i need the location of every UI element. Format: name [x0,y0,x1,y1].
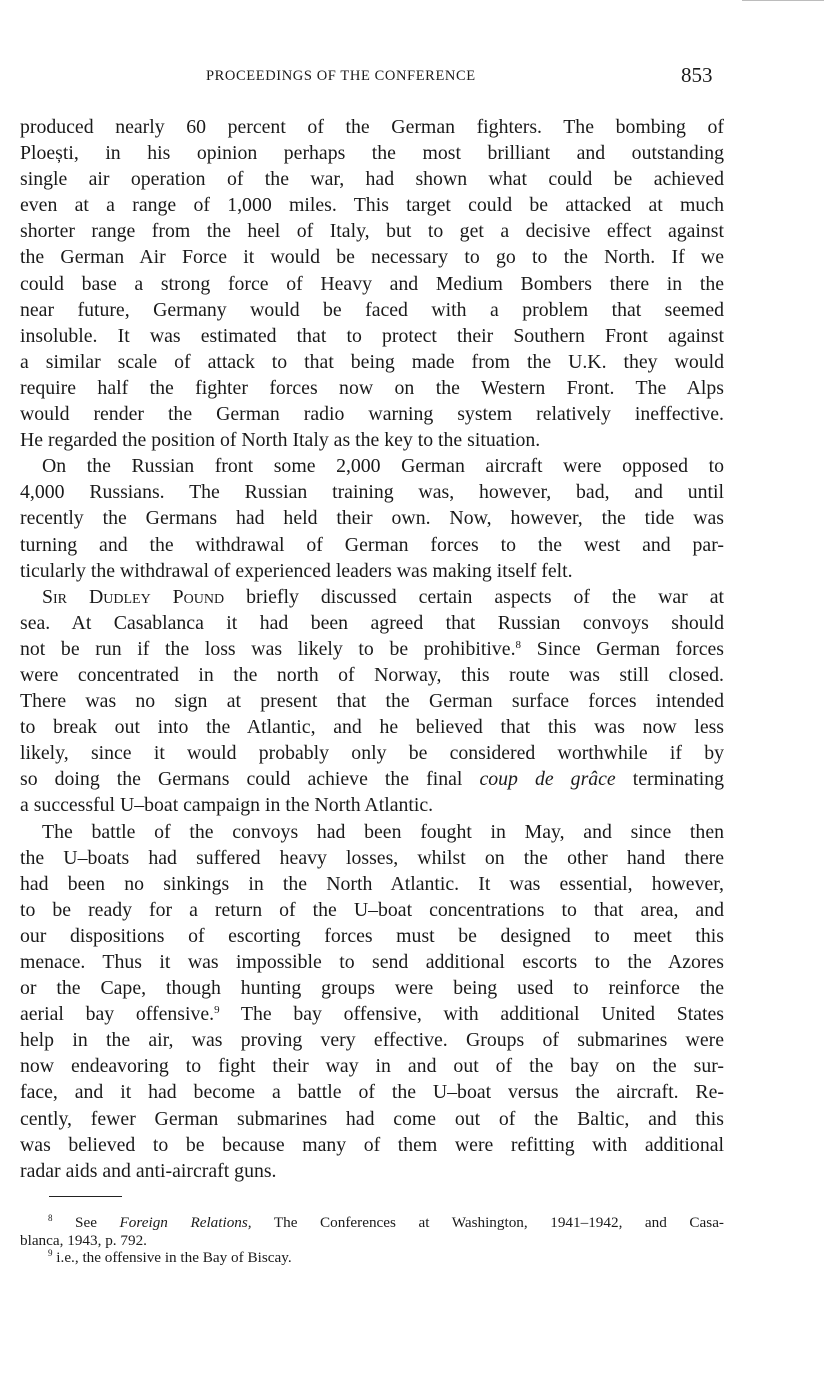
text-line: require half the fighter forces now on the Western Front. The Alps [20,376,724,399]
text-line: near future, Germany would be faced with a problem that seemed [20,298,724,321]
text-run: briefly discussed certain aspects of the war at [246,585,724,608]
paragraph-1 [20,114,724,453]
text-line: even at a range of 1,000 miles. This target could be attacked at much [20,194,724,217]
text-line: single air operation of the war, had shown what could be achieved [20,168,724,191]
footnote-8 [20,1214,724,1232]
footnote-9 [20,1249,724,1267]
paragraph-2 [20,453,724,583]
text-run: Since German forces [521,637,724,660]
text-line: He regarded the position of North Italy as the key to the situation. [20,429,541,452]
text-line: The battle of the convoys had been fought in May, and since then [42,820,724,843]
running-header [0,63,824,93]
running-title: PROCEEDINGS OF THE CONFERENCE [206,68,476,84]
text-run: aerial bay offensive. [20,1003,215,1026]
speaker-name: Sir Dudley Pound [42,585,225,608]
text-line: shorter range from the heel of Italy, but to get a decisive effect against [20,220,724,243]
footnotes [20,1214,724,1267]
text-line: the U–boats had suffered heavy losses, whilst on the other hand there [20,846,724,869]
text-line: to break out into the Atlantic, and he believed that this was now less [20,716,724,739]
text-run: The bay offensive, with additional United States [219,1003,725,1026]
text-line: to be ready for a return of the U–boat concentrations to that area, and [20,898,724,921]
text-line [20,584,724,610]
paragraph-3 [20,584,724,819]
text-line: a similar scale of attack to that being made from the U.K. they would [20,350,724,373]
footnote-divider [49,1196,122,1197]
text-line: On the Russian front some 2,000 German aircraft were opposed to [42,455,724,478]
text-line: 4,000 Russians. The Russian training was, however, bad, and until [20,481,724,504]
text-line: radar aids and anti-aircraft guns. [20,1159,277,1182]
footnote-marker: 8 [48,1213,53,1223]
text-line: There was no sign at present that the German surface forces intended [20,690,724,713]
text-run: so doing the Germans could achieve the final [20,768,463,791]
page-edge-line [742,0,824,1]
text-line: recently the Germans had held their own. Now, however, the tide was [20,507,724,530]
italic-phrase: coup de grâce [479,768,616,791]
text-line: Ploești, in his opinion perhaps the most brilliant and outstanding [20,142,724,165]
text-line: a successful U–boat campaign in the North Atlantic. [20,794,434,817]
text-line [20,636,724,662]
text-line: had been no sinkings in the North Atlantic. It was essential, however, [20,872,724,895]
body-text [20,114,724,1184]
text-line: the German Air Force it would be necessary to go to the North. If we [20,246,724,269]
text-line [20,766,724,792]
text-line: now endeavoring to fight their way in and out of the bay on the sur- [20,1055,724,1078]
footnote-text: i.e., the offensive in the Bay of Biscay. [52,1249,292,1266]
text-line: was believed to be because many of them were refitting with additional [20,1133,724,1156]
footnote-italic: Foreign Relations, [119,1214,252,1231]
footnote-ref-9[interactable]: 9 [214,1004,220,1017]
paragraph-4 [20,819,724,1184]
text-line: insoluble. It was estimated that to protect their Southern Front against [20,324,724,347]
text-run: terminating [632,768,724,791]
text-line: our dispositions of escorting forces must be designed to meet this [20,924,724,947]
text-line: turning and the withdrawal of German forces to the west and par- [20,533,724,556]
footnote-text: The Conferences at Washington, 1941–1942, and Casa- [273,1214,724,1231]
text-line: or the Cape, though hunting groups were being used to reinforce the [20,977,724,1000]
footnote-ref-8[interactable]: 8 [515,638,522,651]
text-line: help in the air, was proving very effective. Groups of submarines were [20,1029,724,1052]
footnote-text: See [52,1214,97,1231]
text-line: were concentrated in the north of Norway, this route was still closed. [20,663,724,686]
footnote-marker: 9 [48,1248,53,1258]
text-line: sea. At Casablanca it had been agreed that Russian convoys should [20,611,724,634]
text-line [20,1001,724,1027]
text-line: ticularly the withdrawal of experienced leaders was making itself felt. [20,559,573,582]
footnote-8-continued: blanca, 1943, p. 792. [20,1231,147,1249]
text-line: menace. Thus it was impossible to send additional escorts to the Azores [20,951,724,973]
text-line: face, and it had become a battle of the U–boat versus the aircraft. Re- [20,1081,724,1104]
page-number: 853 [681,63,713,87]
text-line: likely, since it would probably only be considered worthwhile if by [20,742,724,765]
text-line: cently, fewer German submarines had come out of the Baltic, and this [20,1107,724,1130]
text-line: could base a strong force of Heavy and Medium Bombers there in the [20,272,724,295]
text-line: produced nearly 60 percent of the German fighters. The bombing of [20,116,724,138]
text-line: would render the German radio warning system relatively ineffective. [20,403,724,426]
text-run: not be run if the loss was likely to be prohibitive. [20,637,516,660]
